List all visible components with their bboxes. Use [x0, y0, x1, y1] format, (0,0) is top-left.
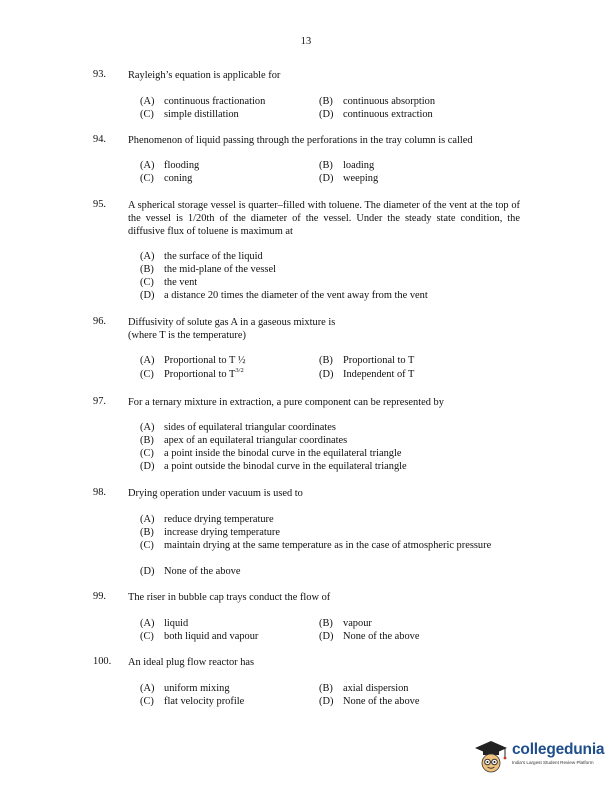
question-number: 96. — [93, 316, 106, 327]
question-text: The riser in bubble cap trays conduct the flow of — [128, 592, 331, 603]
option-text: None of the above — [164, 566, 241, 577]
option-text: continuous fractionation — [164, 96, 266, 107]
question-number: 100. — [93, 656, 112, 667]
option-text: liquid — [164, 618, 189, 629]
graduate-mascot-icon — [472, 738, 510, 776]
question-text-line: Diffusivity of solute gas A in a gaseous mixture is — [128, 317, 336, 328]
option-b — [140, 526, 280, 539]
option-text: simple distillation — [164, 109, 239, 120]
option-text: a point inside the binodal curve in the equilateral triangle — [164, 448, 402, 459]
option-text: Proportional to T ½ — [164, 355, 246, 366]
question-text: Rayleigh’s equation is applicable for — [128, 70, 281, 81]
option-label: (A) — [140, 96, 155, 107]
question-number: 98. — [93, 487, 106, 498]
question-text: For a ternary mixture in extraction, a pure component can be represented by — [128, 397, 444, 408]
option-label: (A) — [140, 160, 155, 171]
option-a — [140, 682, 230, 695]
option-d — [319, 108, 433, 121]
option-a — [140, 250, 263, 263]
option-b — [319, 95, 435, 108]
option-text: Proportional to T — [343, 355, 415, 366]
option-text: the surface of the liquid — [164, 251, 263, 262]
option-label: (D) — [319, 109, 334, 120]
option-text: coning — [164, 173, 193, 184]
option-label: (A) — [140, 422, 155, 433]
option-label: (A) — [140, 683, 155, 694]
question-number: 99. — [93, 591, 106, 602]
option-c — [140, 630, 258, 643]
option-b — [319, 159, 374, 172]
option-d — [319, 172, 378, 185]
option-d — [140, 289, 428, 302]
option-label: (D) — [140, 566, 155, 577]
option-label: (A) — [140, 618, 155, 629]
option-label: (D) — [319, 631, 334, 642]
option-label: (B) — [319, 96, 333, 107]
option-label: (C) — [140, 277, 154, 288]
option-a — [140, 421, 336, 434]
option-text: vapour — [343, 618, 372, 629]
option-b — [140, 434, 347, 447]
option-text: Proportional to T — [164, 369, 236, 380]
option-a — [140, 617, 188, 630]
option-label: (A) — [140, 251, 155, 262]
option-label: (C) — [140, 448, 154, 459]
option-b — [319, 354, 414, 367]
collegedunia-logo[interactable] — [472, 738, 610, 778]
option-label: (D) — [140, 290, 155, 301]
option-text: weeping — [343, 173, 379, 184]
option-text: both liquid and vapour — [164, 631, 259, 642]
option-label: (D) — [140, 461, 155, 472]
option-text: flat velocity profile — [164, 696, 245, 707]
question-number: 93. — [93, 69, 106, 80]
option-text: sides of equilateral triangular coordinates — [164, 422, 336, 433]
option-label: (B) — [140, 435, 154, 446]
option-text: loading — [343, 160, 375, 171]
option-d — [319, 630, 419, 643]
option-d — [319, 695, 419, 708]
option-text: the mid-plane of the vessel — [164, 264, 276, 275]
option-a — [140, 513, 274, 526]
option-a — [140, 159, 199, 172]
option-text: apex of an equilateral triangular coordinates — [164, 435, 348, 446]
option-b — [319, 617, 372, 630]
option-c — [140, 276, 197, 289]
option-label: (C) — [140, 369, 154, 380]
question-text: A spherical storage vessel is quarter–filled with toluene. The diameter of the vent at the top of the vessel is 1/20th of the diameter of the vessel. Under the steady state condition, the diffusive flux of toluene is maximum at — [128, 200, 520, 237]
option-text: None of the above — [343, 631, 420, 642]
page-number: 13 — [300, 36, 312, 47]
question-text: Drying operation under vacuum is used to — [128, 488, 303, 499]
option-b — [140, 263, 276, 276]
option-text: the vent — [164, 277, 198, 288]
option-label: (B) — [319, 683, 333, 694]
option-d — [140, 460, 407, 473]
option-label: (B) — [319, 355, 333, 366]
option-text: reduce drying temperature — [164, 514, 274, 525]
option-b — [319, 682, 409, 695]
option-text: uniform mixing — [164, 683, 230, 694]
exponent: 3/2 — [235, 367, 244, 374]
option-label: (C) — [140, 173, 154, 184]
option-text: increase drying temperature — [164, 527, 280, 538]
option-c — [140, 447, 401, 460]
option-c — [140, 539, 500, 552]
option-text: a distance 20 times the diameter of the vent away from the vent — [164, 290, 428, 301]
question-text-line: (where T is the temperature) — [128, 330, 246, 341]
option-d — [319, 368, 414, 381]
option-label: (D) — [319, 696, 334, 707]
option-label: (D) — [319, 369, 334, 380]
option-text: continuous extraction — [343, 109, 433, 120]
option-label: (C) — [140, 109, 154, 120]
option-label: (A) — [140, 355, 155, 366]
option-c — [140, 108, 239, 121]
option-text: axial dispersion — [343, 683, 409, 694]
question-number: 94. — [93, 134, 106, 145]
logo-tagline: India's Largest Student Review Platform — [512, 760, 594, 765]
option-label: (B) — [140, 264, 154, 275]
question-text: Phenomenon of liquid passing through the perforations in the tray column is called — [128, 135, 473, 146]
option-c — [140, 695, 244, 708]
option-label: (C) — [140, 696, 154, 707]
question-text — [128, 316, 520, 342]
option-a — [140, 354, 246, 367]
option-text: None of the above — [343, 696, 420, 707]
option-text: maintain drying at the same temperature as in the case of atmospheric pressure — [164, 540, 492, 551]
option-c — [140, 368, 244, 381]
option-label: (B) — [140, 527, 154, 538]
option-text: flooding — [164, 160, 200, 171]
option-text: continuous absorption — [343, 96, 436, 107]
option-label: (B) — [319, 160, 333, 171]
option-label: (A) — [140, 514, 155, 525]
option-a — [140, 95, 265, 108]
option-label: (D) — [319, 173, 334, 184]
logo-brand: collegedunia — [512, 741, 605, 758]
option-label: (C) — [140, 631, 154, 642]
question-number: 95. — [93, 199, 106, 210]
question-text: An ideal plug flow reactor has — [128, 657, 255, 668]
option-label: (C) — [140, 540, 154, 551]
option-text: a point outside the binodal curve in the equilateral triangle — [164, 461, 407, 472]
question-number: 97. — [93, 396, 106, 407]
option-d — [140, 565, 240, 578]
option-label: (B) — [319, 618, 333, 629]
option-text: Independent of T — [343, 369, 415, 380]
option-c — [140, 172, 192, 185]
